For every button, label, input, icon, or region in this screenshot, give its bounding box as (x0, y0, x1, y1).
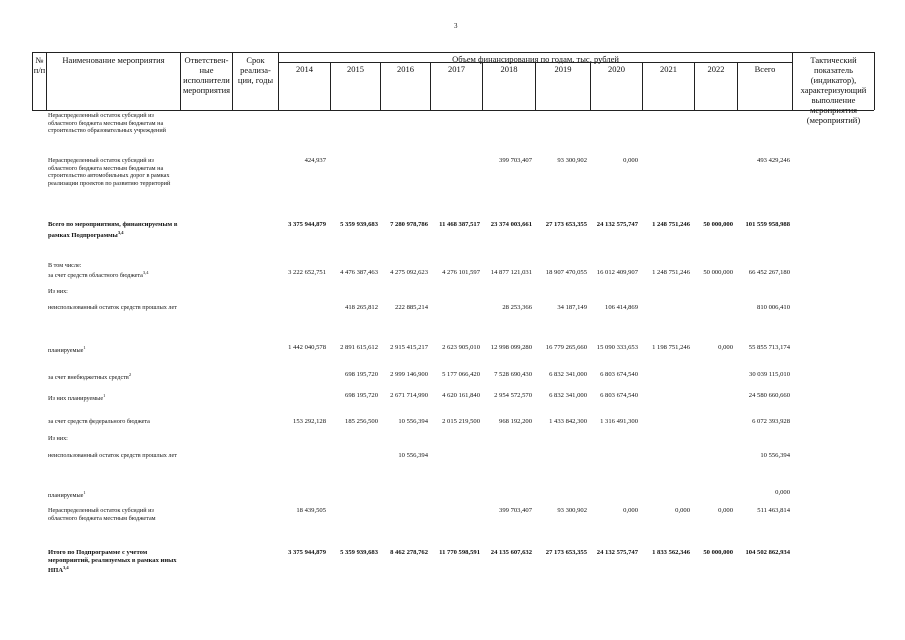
value-cell: 6 803 674,540 (600, 392, 638, 399)
value-cell: 2 999 146,900 (390, 371, 428, 378)
row-label: В том числе: (48, 262, 82, 269)
value-cell: 6 832 341,000 (549, 371, 587, 378)
year-header: Всего (754, 64, 776, 74)
value-cell: 399 703,407 (499, 507, 532, 514)
value-cell: 104 502 862,934 (745, 549, 790, 556)
year-header: 2021 (660, 64, 677, 74)
value-cell: 1 316 491,300 (600, 418, 638, 425)
value-cell: 5 359 939,683 (340, 221, 378, 228)
value-cell: 424,937 (304, 157, 326, 164)
value-cell: 24 135 607,632 (490, 549, 532, 556)
row-label: Из них: (48, 288, 68, 295)
value-cell: 14 877 121,031 (490, 269, 532, 276)
value-cell: 101 559 958,988 (745, 221, 790, 228)
value-cell: 3 375 944,879 (288, 549, 326, 556)
value-cell: 4 276 101,597 (442, 269, 480, 276)
value-cell: 16 012 409,907 (596, 269, 638, 276)
value-cell: 0,000 (718, 344, 733, 351)
value-cell: 493 429,246 (757, 157, 790, 164)
value-cell: 222 885,214 (395, 304, 428, 311)
value-cell: 50 000,000 (703, 269, 733, 276)
value-cell: 2 015 219,500 (442, 418, 480, 425)
value-cell: 5 177 066,420 (442, 371, 480, 378)
value-cell: 30 039 115,010 (749, 371, 790, 378)
value-cell: 3 375 944,879 (288, 221, 326, 228)
row-label: Всего по мероприятиям, финансируемым в рамках Подпрограммы$^{3,4}$ (48, 221, 178, 239)
year-header: 2018 (500, 64, 518, 74)
value-cell: 5 359 939,683 (340, 549, 378, 556)
year-header: 2014 (296, 64, 313, 74)
value-cell: 10 556,394 (398, 452, 428, 459)
value-cell: 27 173 653,355 (545, 549, 587, 556)
row-label: Нераспределенный остаток субсидий из областного бюджета местным бюджетам на строительство автомобильных дорог в рамках реализации проектов по развитию территорий (48, 157, 171, 187)
col-indicator-header: Тактический показатель (индикатор), характеризующий выполнение мероприятия (мероприятий) (800, 55, 867, 125)
value-cell: 93 300,902 (557, 507, 587, 514)
value-cell: 4 476 387,463 (340, 269, 378, 276)
value-cell: 50 000,000 (703, 549, 733, 556)
value-cell: 24 580 660,660 (748, 392, 790, 399)
value-cell: 23 374 003,661 (490, 221, 532, 228)
value-cell: 24 132 575,747 (596, 549, 638, 556)
value-cell: 7 280 978,786 (390, 221, 428, 228)
row-label: планируемые$^1$ (48, 490, 86, 500)
value-cell: 1 433 842,300 (549, 418, 587, 425)
value-cell: 0,000 (623, 507, 638, 514)
value-cell: 698 195,720 (345, 371, 378, 378)
year-header: 2022 (707, 64, 725, 74)
row-label: за счет средств областного бюджета$^{3,4}$ (48, 270, 149, 280)
year-header: 2016 (397, 64, 414, 74)
value-cell: 6 072 393,928 (752, 418, 790, 425)
col-name-header: Наименование мероприятия (62, 55, 165, 65)
value-cell: 4 275 092,623 (390, 269, 428, 276)
row-label: неиспользованный остаток средств прошлых лет (48, 452, 177, 459)
value-cell: 3 222 652,751 (288, 269, 326, 276)
value-cell: 7 528 690,430 (494, 371, 532, 378)
value-cell: 6 803 674,540 (600, 371, 638, 378)
year-header: 2020 (608, 64, 625, 74)
value-cell: 93 300,902 (557, 157, 587, 164)
value-cell: 418 265,812 (345, 304, 378, 311)
value-cell: 511 463,814 (757, 507, 790, 514)
row-label: за счет внебюджетных средств$^2$ (48, 372, 132, 382)
value-cell: 0,000 (775, 489, 790, 496)
year-header: 2019 (554, 64, 572, 74)
row-label: Нераспределенный остаток субсидий из областного бюджета местным бюджетам (48, 507, 156, 522)
row-label: Из них: (48, 435, 68, 442)
row-label: планируемые$^1$ (48, 345, 86, 355)
value-cell: 15 090 333,653 (596, 344, 638, 351)
value-cell: 1 442 040,578 (288, 344, 326, 351)
value-cell: 0,000 (718, 507, 733, 514)
value-cell: 153 292,128 (293, 418, 326, 425)
value-cell: 185 256,500 (345, 418, 378, 425)
col-responsible-header: Ответствен-ные исполнители мероприятия (182, 55, 231, 95)
row-label: Из них планируемые$^1$ (48, 393, 106, 403)
value-cell: 2 915 415,217 (390, 344, 428, 351)
col-number-header: № п/п (33, 55, 46, 75)
value-cell: 10 556,394 (760, 452, 790, 459)
value-cell: 50 000,000 (703, 221, 733, 228)
value-cell: 399 703,407 (499, 157, 532, 164)
value-cell: 11 468 387,517 (439, 221, 480, 228)
value-cell: 2 891 615,612 (340, 344, 378, 351)
row-label: неиспользованный остаток средств прошлых лет (48, 304, 177, 311)
value-cell: 968 192,200 (499, 418, 532, 425)
value-cell: 2 671 714,990 (390, 392, 428, 399)
col-funding-header: Объем финансирования по годам, тыс. рублей (452, 54, 619, 64)
value-cell: 810 006,410 (757, 304, 790, 311)
value-cell: 16 779 265,660 (545, 344, 587, 351)
value-cell: 55 855 713,174 (748, 344, 790, 351)
value-cell: 12 998 099,280 (490, 344, 532, 351)
col-term-header: Срок реализа-ции, годы (237, 55, 274, 85)
row-label: Нераспределенный остаток субсидий из областного бюджета местным бюджетам на строительство образовательных учреждений (48, 112, 166, 135)
page-number: 3 (454, 22, 458, 30)
value-cell: 8 462 278,762 (390, 549, 428, 556)
value-cell: 4 620 161,840 (442, 392, 480, 399)
value-cell: 34 187,149 (557, 304, 587, 311)
value-cell: 1 248 751,246 (652, 269, 690, 276)
value-cell: 18 439,505 (296, 507, 326, 514)
value-cell: 0,000 (623, 157, 638, 164)
value-cell: 2 954 572,570 (494, 392, 532, 399)
value-cell: 6 832 341,000 (549, 392, 587, 399)
year-header: 2015 (347, 64, 364, 74)
value-cell: 1 198 751,246 (652, 344, 690, 351)
row-label: за счет средств федерального бюджета (48, 418, 150, 425)
value-cell: 18 907 470,055 (545, 269, 587, 276)
value-cell: 10 556,394 (398, 418, 428, 425)
value-cell: 66 452 267,180 (748, 269, 790, 276)
value-cell: 1 833 562,346 (652, 549, 690, 556)
value-cell: 27 173 653,355 (545, 221, 587, 228)
value-cell: 698 195,720 (345, 392, 378, 399)
value-cell: 28 253,366 (502, 304, 532, 311)
value-cell: 0,000 (675, 507, 690, 514)
value-cell: 11 770 598,591 (439, 549, 480, 556)
row-label: Итого по Подпрограмме с учетом мероприятий, реализуемых в рамках иных НПА$^{3,4}$ (48, 549, 177, 575)
value-cell: 1 248 751,246 (652, 221, 690, 228)
value-cell: 24 132 575,747 (596, 221, 638, 228)
year-header: 2017 (448, 64, 465, 74)
value-cell: 106 414,869 (605, 304, 638, 311)
value-cell: 2 623 905,010 (442, 344, 480, 351)
